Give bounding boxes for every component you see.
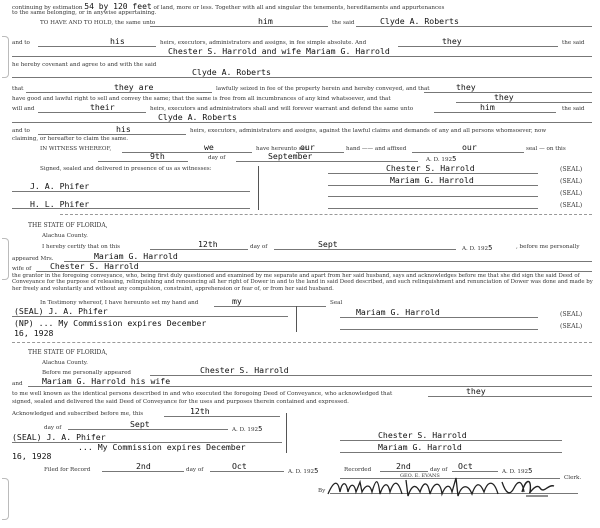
recorded-day: 2nd: [396, 461, 411, 471]
ack2-day: 12th: [190, 406, 210, 416]
clerk-name: GEO. E. EVANS: [400, 473, 440, 479]
right-line: have good and lawful right to sell and convey the same; that the same is free from all incumbrances of any kind whatsoever, and that: [12, 96, 391, 102]
we: we: [204, 142, 214, 152]
ack1-appeared: appeared Mrs.: [12, 256, 54, 262]
ack2-and: and: [12, 381, 23, 387]
ack2-name-2: Mariam G. Harrold his wife: [42, 376, 171, 386]
grantors-names: Chester S. Harrold and wife Mariam G. Harrold: [168, 46, 390, 56]
binder-hole: [2, 36, 9, 78]
ack1-seal-word: Seal: [330, 300, 343, 306]
claims-line: heirs, executors, administrators and assigns, against the lawful claims and demands of any and all persons whomsoever, now: [190, 128, 547, 134]
filing-month: Oct: [232, 461, 247, 471]
ack1-commission-date: 16, 1928: [14, 328, 54, 338]
ack1-month: Sept: [318, 239, 338, 249]
ack1-testimony: In Testimony whereof, I have hereunto set my hand and: [40, 300, 199, 306]
ack2-subscribed: Acknowledged and subscribed before me, this: [12, 411, 144, 417]
they-1: they: [442, 36, 462, 46]
ack1-my: my: [232, 296, 242, 306]
seal-2: (SEAL): [560, 178, 583, 185]
ack2-they: they: [466, 386, 486, 396]
ack1-commission: (NP) ... My Commission expires December: [14, 318, 207, 328]
will-and: will and: [12, 106, 35, 112]
claiming-line: claiming, or hereafter to claim the same.: [12, 136, 129, 142]
ack1-county: Alachua County.: [42, 233, 88, 239]
covenant-text: he hereby covenant and agree to and with the said: [12, 62, 157, 68]
seals-on: seal — on this: [526, 146, 566, 152]
habendum-said: the said: [332, 20, 355, 26]
his-1: his: [110, 36, 125, 46]
grantee-name-2: Clyde A. Roberts: [192, 67, 271, 77]
seal-1: (SEAL): [560, 166, 583, 173]
heirs-line: heirs, executors, administrators and assigns, in fee simple absolute. And: [160, 40, 367, 46]
ack1-notary: (SEAL) J. A. Phifer: [14, 306, 108, 316]
habendum-text: TO HAVE AND TO HOLD, the same unto: [40, 20, 156, 26]
ack2-known: to me well known as the identical persons described in and who executed the foregoing Deed of Conveyance, who acknowledged that: [12, 391, 393, 397]
witness-2: H. L. Phifer: [30, 199, 90, 209]
they-3: they: [494, 92, 514, 102]
warrant-line: heirs, executors and administrators shall and will forever warrant and defend the same unto: [150, 106, 414, 112]
recorded-day-of: day of: [430, 467, 448, 473]
binder-hole: [2, 478, 9, 520]
seized-line: lawfully seized in fee of the property herein and hereby conveyed, and that: [216, 86, 430, 92]
ack2-notary: (SEAL) J. A. Phifer: [12, 432, 106, 442]
ack1-signer: Mariam G. Harrold: [356, 307, 440, 317]
ack1-seal-1: (SEAL): [560, 311, 583, 318]
deed-day: 9th: [150, 151, 165, 161]
ack1-before: , before me personally: [516, 244, 580, 250]
the-said-2: the said: [562, 106, 585, 112]
filing-day-of: day of: [186, 467, 204, 473]
ack1-husband: Chester S. Harrold: [50, 261, 139, 271]
signer-1: Chester S. Harrold: [386, 163, 475, 173]
ack1-body: the grantor in the foregoing conveyance, who, being first duly questioned and examined by me separate and apart from her said husband, says and acknowledges before me that she did sign the said Deed of Conveyance for the purpose of releasing, relinquishing and renouncing all her right of Dower in and to the land in said Deed described, and such relinquishment and renunciation of Dower was done and made by her freely and voluntarily and without any compulsion, constraint, apprehension or fear of, or from her said husband.: [12, 273, 593, 292]
ack2-county: Alachua County.: [42, 360, 88, 366]
seal-3: (SEAL): [560, 190, 583, 197]
ack2-day-of: day of: [44, 425, 62, 431]
ack1-wife-of: wife of: [12, 266, 32, 272]
that-text: that: [12, 86, 24, 92]
habendum-him: him: [258, 16, 273, 26]
belonging-line: to the same belonging, or in anywise appertaining.: [12, 10, 157, 16]
him-2: him: [480, 102, 495, 112]
section-divider-2: [12, 342, 592, 343]
our-1: our: [300, 142, 315, 152]
ack2-commission-date: 16, 1928: [12, 451, 52, 461]
ack2-signer-2: Mariam G. Harrold: [378, 442, 462, 452]
ack1-ad: A. D. 1925: [462, 244, 493, 252]
ack2-month: Sept: [130, 419, 150, 429]
clerk-label: Clerk.: [564, 475, 582, 481]
ack2-before: Before me personally appeared: [42, 370, 131, 376]
binder-hole: [2, 238, 9, 280]
the-said-1: the said: [562, 40, 585, 46]
ack1-certify: I hereby certify that on this: [42, 244, 121, 250]
section-divider: [60, 214, 592, 215]
and-to-2: and to: [12, 128, 30, 134]
ack2-name-1: Chester S. Harrold: [200, 365, 289, 375]
witness-pre: IN WITNESS WHEREOF,: [40, 146, 112, 152]
have-set: have hereunto set: [256, 146, 308, 152]
our-2: our: [462, 142, 477, 152]
they-are: they are: [114, 82, 154, 92]
ack2-signed: signed, sealed and delivered the said Deed of Conveyance for the uses and purposes therein contained and expressed.: [12, 399, 349, 405]
day-of: day of: [208, 155, 226, 161]
ack1-day-of: day of: [250, 244, 268, 250]
by-label: By: [318, 488, 326, 494]
ack1-seal-2: (SEAL): [560, 323, 583, 330]
they-2: they: [456, 82, 476, 92]
estimation-line: continuing by estimation 54 by 120 feet of land, more or less. Together with all and singular the tenements, hereditaments and appurtenances: [12, 2, 445, 11]
ack2-commission: ... My Commission expires December: [78, 442, 246, 452]
ack1-state: THE STATE OF FLORIDA,: [28, 222, 108, 229]
deed-ad: A. D. 1925: [426, 155, 457, 163]
signed-sealed: Signed, sealed and delivered in presence of us as witnesses:: [40, 166, 212, 172]
his-2: his: [116, 124, 131, 134]
signer-2: Mariam G. Harrold: [390, 175, 474, 185]
hands-affixed: hand —— and affixed: [346, 146, 407, 152]
clerk-initials-mark: [518, 474, 558, 500]
ack2-ad: A. D. 1925: [232, 425, 263, 433]
seal-4: (SEAL): [560, 202, 583, 209]
and-to: and to: [12, 40, 30, 46]
ack2-state: THE STATE OF FLORIDA,: [28, 349, 108, 356]
recorded-ad: A. D. 1925: [502, 467, 533, 475]
filing-recorded: Recorded: [344, 467, 372, 473]
witness-1: J. A. Phifer: [30, 181, 90, 191]
ack1-day: 12th: [198, 239, 218, 249]
ack1-wife-name: Mariam G. Harrold: [94, 251, 178, 261]
ack2-signer-1: Chester S. Harrold: [378, 430, 467, 440]
recorded-month: Oct: [458, 461, 473, 471]
grantee-name-3: Clyde A. Roberts: [158, 112, 237, 122]
grantee-name: Clyde A. Roberts: [380, 16, 459, 26]
filing-ad: A. D. 1925: [288, 467, 319, 475]
deed-month: September: [268, 151, 313, 161]
estimation-value: 54 by 120 feet: [84, 2, 152, 11]
filing-filed: Filed for Record: [44, 467, 91, 473]
filing-day: 2nd: [136, 461, 151, 471]
their: their: [90, 102, 115, 112]
